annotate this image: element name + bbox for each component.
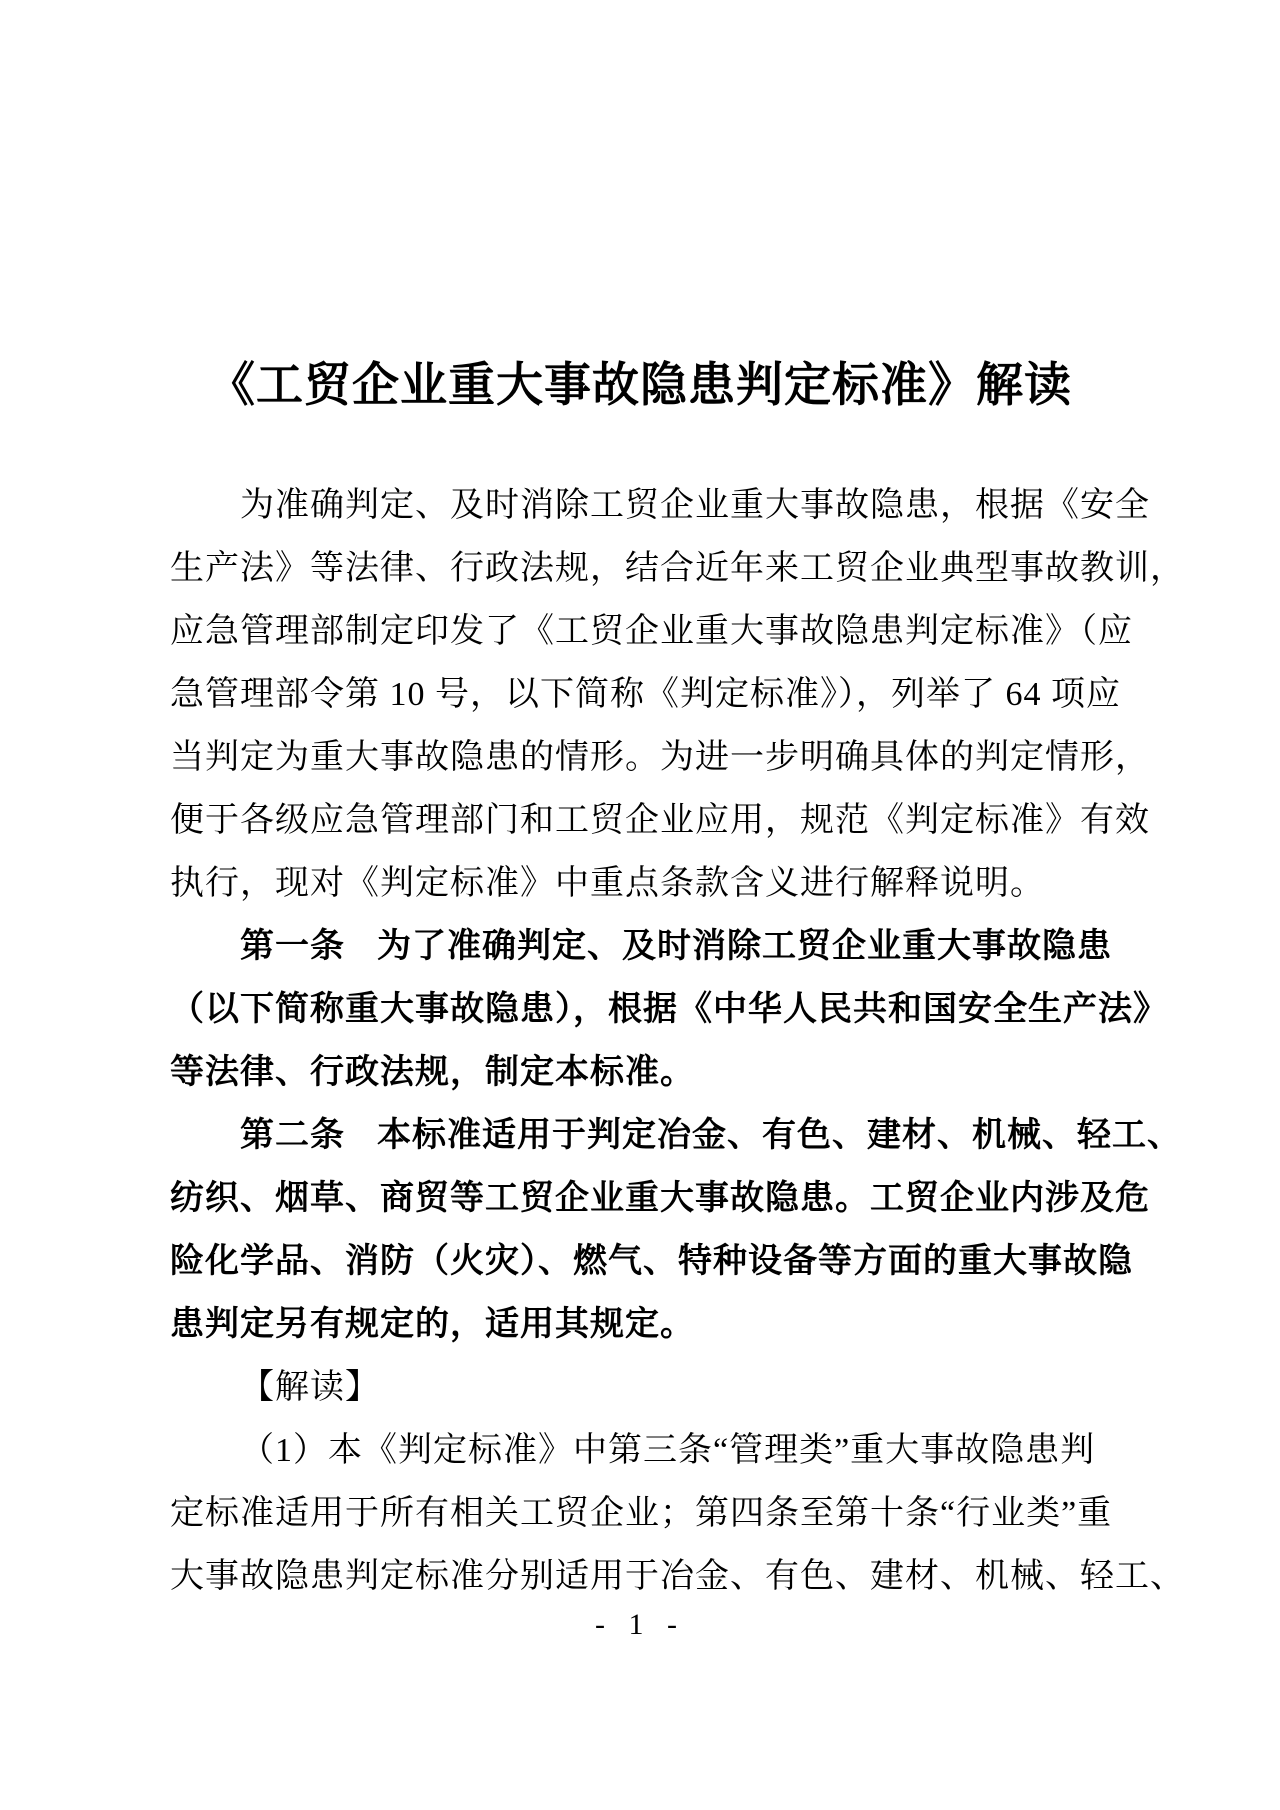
text-line — [170, 1041, 1122, 1104]
line-text: 急管理部令第 10 号，以下简称《判定标准》），列举了 64 项应 — [170, 676, 1121, 713]
article-line — [170, 1104, 1182, 1167]
line-text: 患判定另有规定的，适用其规定。 — [170, 1306, 695, 1343]
text-line — [170, 600, 1133, 663]
line-text: （1）本《判定标准》中第三条“管理类”重大事故隐患判 — [240, 1432, 1096, 1469]
line-text: 便于各级应急管理部门和工贸企业应用，规范《判定标准》有效 — [170, 802, 1150, 839]
text-line — [170, 1545, 1185, 1608]
text-line — [170, 1482, 1122, 1545]
page-number: - 1 - — [595, 1608, 685, 1641]
text-line — [170, 1167, 1150, 1230]
line-text: 生产法》等法律、行政法规，结合近年来工贸企业典型事故教训， — [170, 550, 1185, 587]
line-text: 险化学品、消防（火灾）、燃气、特种设备等方面的重大事故隐 — [170, 1243, 1133, 1280]
text-line — [170, 1419, 1122, 1482]
line-text: 纺织、烟草、商贸等工贸企业重大事故隐患。工贸企业内涉及危 — [170, 1180, 1150, 1217]
line-text: 为准确判定、及时消除工贸企业重大事故隐患，根据《安全 — [240, 487, 1150, 524]
line-text: 本标准适用于判定冶金、有色、建材、机械、轻工、 — [377, 1117, 1182, 1154]
text-line — [170, 789, 1150, 852]
line-text: 当判定为重大事故隐患的情形。为进一步明确具体的判定情形， — [170, 739, 1150, 776]
line-text: 为了准确判定、及时消除工贸企业重大事故隐患 — [377, 928, 1112, 965]
line-text: 应急管理部制定印发了《工贸企业重大事故隐患判定标准》（应 — [170, 613, 1133, 650]
text-line — [170, 726, 1150, 789]
text-line — [170, 1356, 1122, 1419]
text-line — [170, 1293, 1122, 1356]
text-line — [170, 978, 1168, 1041]
text-line — [170, 537, 1185, 600]
line-text: 【解读】 — [240, 1369, 380, 1406]
line-text: 定标准适用于所有相关工贸企业；第四条至第十条“行业类”重 — [170, 1495, 1113, 1532]
text-line — [170, 1230, 1133, 1293]
text-line — [170, 852, 1122, 915]
line-text: 大事故隐患判定标准分别适用于冶金、有色、建材、机械、轻工、 — [170, 1558, 1185, 1595]
article-number-label: 第二条 — [240, 1116, 345, 1154]
line-text: 等法律、行政法规，制定本标准。 — [170, 1054, 695, 1091]
article-line — [170, 915, 1122, 978]
line-text: 执行，现对《判定标准》中重点条款含义进行解释说明。 — [170, 865, 1045, 902]
text-line — [170, 663, 1122, 726]
line-text: （以下简称重大事故隐患），根据《中华人民共和国安全生产法》 — [170, 991, 1168, 1028]
document-body — [170, 474, 1185, 1608]
document-title: 《工贸企业重大事故隐患判定标准》解读 — [208, 360, 1072, 412]
article-number-label: 第一条 — [240, 927, 345, 965]
text-line — [170, 474, 1150, 537]
